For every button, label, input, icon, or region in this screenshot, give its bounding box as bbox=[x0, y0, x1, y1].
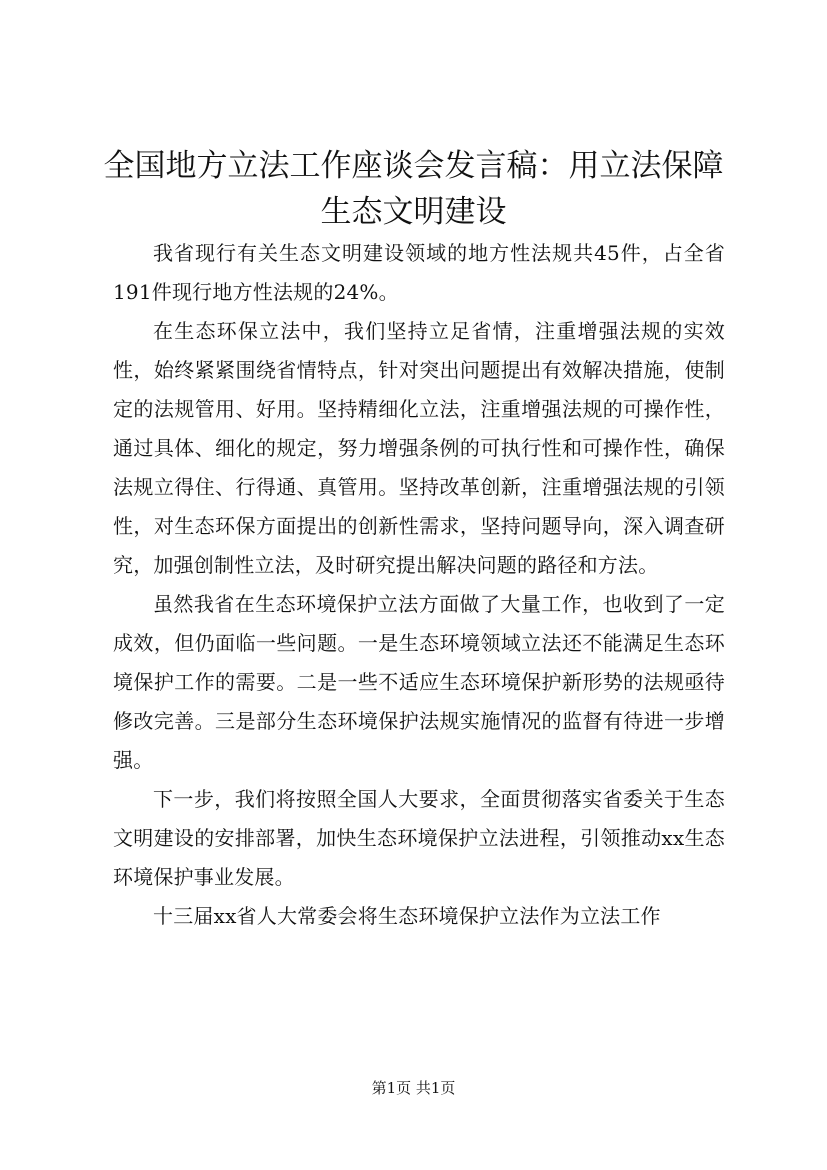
paragraph-3: 虽然我省在生态环境保护立法方面做了大量工作，也收到了一定成效，但仍面临一些问题。一是生态环境领域立法还不能满足生态环境保护工作的需要。二是一些不适应生态环境保护新形势的法规亟待修改完善。三是部分生态环境保护法规实施情况的监督有待进一步增强。 bbox=[113, 592, 725, 772]
document-body bbox=[113, 234, 725, 936]
page-footer: 第1页 共1页 bbox=[371, 1079, 456, 1097]
paragraph-5: 十三届xx省人大常委会将生态环境保护立法作为立法工作 bbox=[153, 904, 661, 928]
document-title: 全国地方立法工作座谈会发言稿：用立法保障生态文明建设 bbox=[103, 148, 724, 230]
paragraph-4: 下一步，我们将按照全国人大要求，全面贯彻落实省委关于生态文明建设的安排部署，加快生态环境保护立法进程，引领推动xx生态环境保护事业发展。 bbox=[113, 787, 725, 889]
paragraph-1: 我省现行有关生态文明建设领域的地方性法规共45件，占全省191件现行地方性法规的24%。 bbox=[113, 241, 725, 304]
paragraph-2: 在生态环保立法中，我们坚持立足省情，注重增强法规的实效性，始终紧紧围绕省情特点，针对突出问题提出有效解决措施，使制定的法规管用、好用。坚持精细化立法，注重增强法规的可操作性，通过具体、细化的规定，努力增强条例的可执行性和可操作性，确保法规立得住、行得通、真管用。坚持改革创新，注重增强法规的引领性，对生态环保方面提出的创新性需求，坚持问题导向，深入调查研究，加强创制性立法，及时研究提出解决问题的路径和方法。 bbox=[113, 319, 725, 577]
